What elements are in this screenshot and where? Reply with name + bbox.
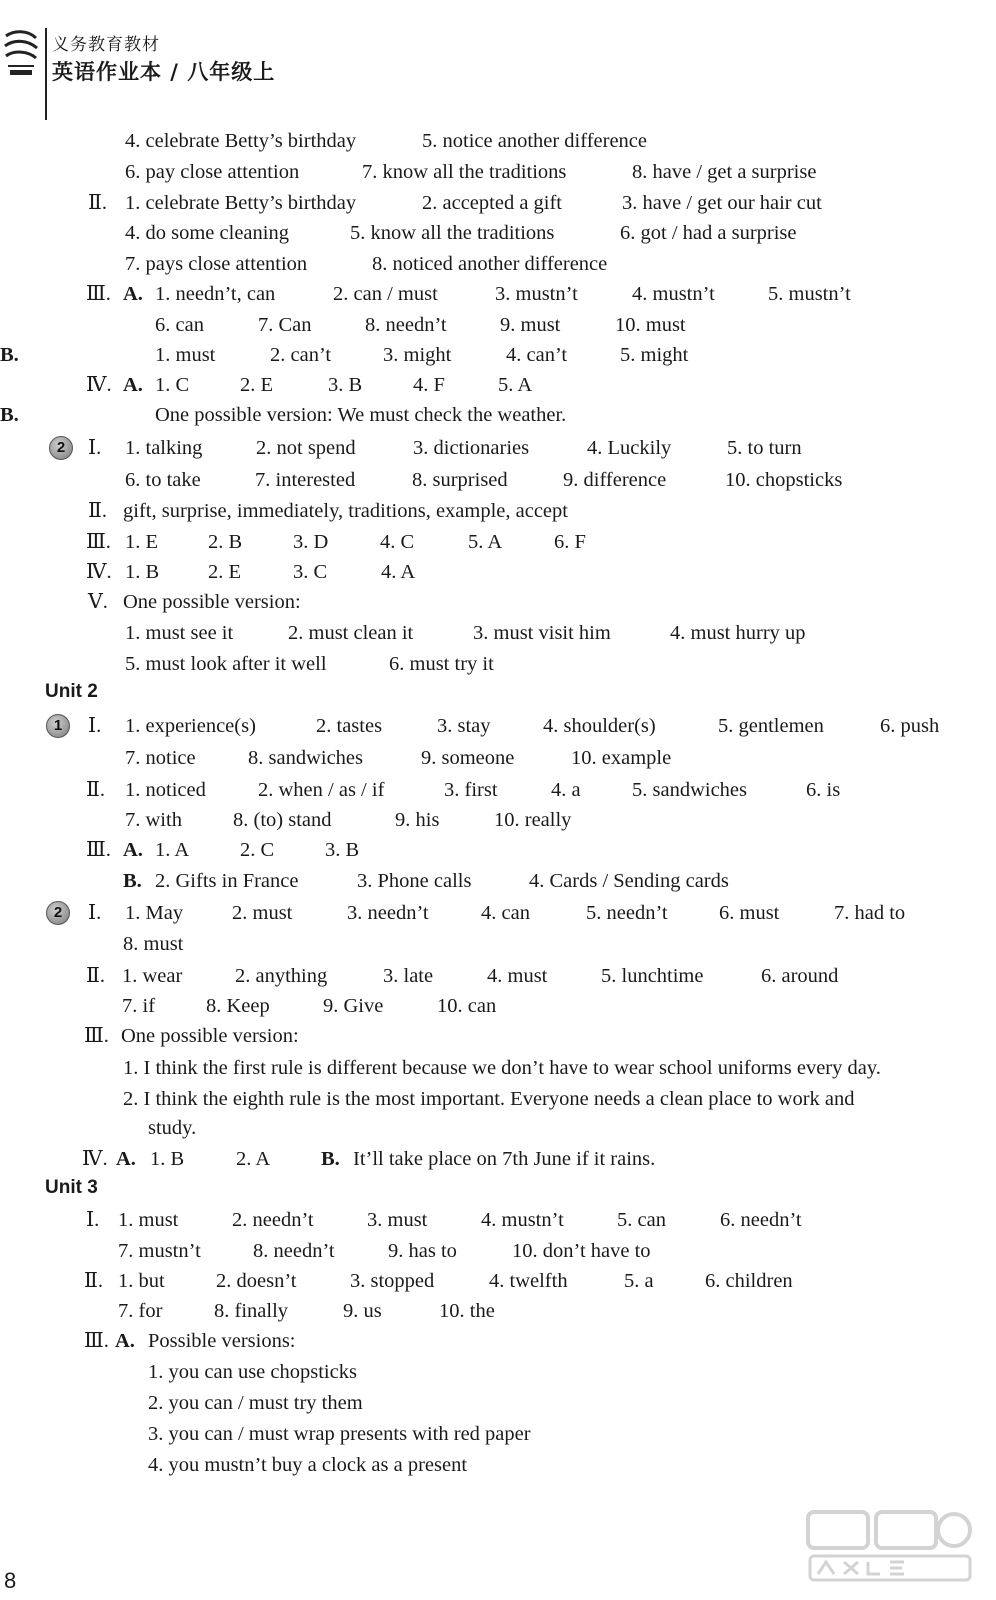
answer-item: 9. his xyxy=(395,809,440,831)
answer-item: 2. needn’t xyxy=(232,1209,314,1231)
exercise-part-label: A. xyxy=(123,283,143,305)
answer-item: 2. when / as / if xyxy=(258,779,385,801)
answer-item: 3. have / get our hair cut xyxy=(622,192,822,214)
answer-item: gift, surprise, immediately, traditions, example, accept xyxy=(123,500,568,522)
answer-item: 7. if xyxy=(122,995,156,1017)
answer-item: 2. A xyxy=(236,1148,271,1170)
answer-item: It’ll take place on 7th June if it rains. xyxy=(353,1148,656,1170)
exercise-roman-numeral: Ⅰ. xyxy=(88,715,102,737)
answer-item: 1. experience(s) xyxy=(125,715,256,737)
answer-item: 4. you mustn’t buy a clock as a present xyxy=(148,1454,468,1476)
answer-item: 4. twelfth xyxy=(489,1270,568,1292)
answer-item: 7. interested xyxy=(255,469,356,491)
answer-item: 8. Keep xyxy=(206,995,270,1017)
answer-item: 9. must xyxy=(500,314,561,336)
answer-item: 3. D xyxy=(293,531,329,553)
answer-item: 4. mustn’t xyxy=(632,283,715,305)
answer-item: 2. I think the eighth rule is the most important. Everyone needs a clean place to work and xyxy=(123,1088,855,1110)
answer-item: 3. stay xyxy=(437,715,491,737)
answer-item: 2. must xyxy=(232,902,293,924)
answer-item: 10. the xyxy=(439,1300,495,1322)
answer-item: study. xyxy=(148,1117,197,1139)
answer-item: 3. must xyxy=(367,1209,428,1231)
open-book-swoosh-icon xyxy=(2,26,40,82)
exercise-roman-numeral: Ⅰ. xyxy=(88,902,102,924)
answer-item: 1. must xyxy=(118,1209,179,1231)
answer-item: 6. is xyxy=(806,779,841,801)
answer-item: 5. A xyxy=(498,374,533,396)
exercise-part-label: A. xyxy=(123,839,143,861)
exercise-roman-numeral: Ⅳ. xyxy=(86,374,112,396)
answer-item: 6. must xyxy=(719,902,780,924)
answer-item: 6. needn’t xyxy=(720,1209,802,1231)
answer-item: 7. with xyxy=(125,809,182,831)
answer-item: 4. can xyxy=(481,902,530,924)
answer-item: 1. you can use chopsticks xyxy=(148,1361,357,1383)
answer-item: 6. can xyxy=(155,314,204,336)
answer-item: 1. B xyxy=(125,561,160,583)
exercise-roman-numeral: Ⅱ. xyxy=(88,500,108,522)
answer-item: 8. (to) stand xyxy=(233,809,332,831)
answer-item: 2. accepted a gift xyxy=(422,192,563,214)
answer-item: 4. must hurry up xyxy=(670,622,806,644)
answer-item: 10. chopsticks xyxy=(725,469,843,491)
answer-item: 10. don’t have to xyxy=(512,1240,651,1262)
answer-item: 6. got / had a surprise xyxy=(620,222,797,244)
exercise-part-label: A. xyxy=(123,374,143,396)
answer-item: 2. you can / must try them xyxy=(148,1392,363,1414)
answer-item: 2. E xyxy=(208,561,242,583)
exercise-roman-numeral: Ⅲ. xyxy=(84,1330,109,1352)
answer-item: One possible version: xyxy=(123,591,301,613)
answer-item: 7. pays close attention xyxy=(125,253,308,275)
section-number-badge: 2 xyxy=(49,436,73,460)
exercise-roman-numeral: Ⅳ. xyxy=(86,561,112,583)
answer-item: 4. C xyxy=(380,531,415,553)
answer-item: 9. Give xyxy=(323,995,384,1017)
answer-item: 6. to take xyxy=(125,469,201,491)
exercise-roman-numeral: Ⅴ. xyxy=(88,591,108,613)
answer-item: 6. push xyxy=(880,715,940,737)
answer-item: 3. B xyxy=(328,374,363,396)
answer-item: 9. difference xyxy=(563,469,667,491)
answer-item: 4. A xyxy=(381,561,416,583)
exercise-roman-numeral: Ⅰ. xyxy=(86,1209,100,1231)
answer-item: 1. B xyxy=(150,1148,185,1170)
answer-item: 2. B xyxy=(208,531,243,553)
answer-item: 5. lunchtime xyxy=(601,965,704,987)
answer-item: 7. know all the traditions xyxy=(362,161,567,183)
answer-item: 4. Cards / Sending cards xyxy=(529,870,729,892)
answer-item: 1. needn’t, can xyxy=(155,283,276,305)
answer-item: 2. anything xyxy=(235,965,328,987)
answer-item: 5. must look after it well xyxy=(125,653,327,675)
answer-item: 9. someone xyxy=(421,747,515,769)
exercise-roman-numeral: Ⅱ. xyxy=(84,1270,104,1292)
answer-item: One possible version: We must check the weather. xyxy=(155,404,567,426)
answer-item: 4. F xyxy=(413,374,445,396)
answer-item: 7. mustn’t xyxy=(118,1240,201,1262)
answer-item: 1. must see it xyxy=(125,622,234,644)
answer-item: 1. must xyxy=(155,344,216,366)
answer-item: 4. must xyxy=(487,965,548,987)
answer-item: 8. finally xyxy=(214,1300,289,1322)
exercise-roman-numeral: Ⅲ. xyxy=(84,1025,109,1047)
exercise-roman-numeral: Ⅱ. xyxy=(86,779,106,801)
section-number-badge: 2 xyxy=(46,901,70,925)
answer-item: 7. had to xyxy=(834,902,906,924)
answer-item: 2. E xyxy=(240,374,274,396)
answer-item: 1. wear xyxy=(122,965,183,987)
answer-item: 1. celebrate Betty’s birthday xyxy=(125,192,357,214)
answer-item: 5. A xyxy=(468,531,503,553)
answer-item: 2. can’t xyxy=(270,344,332,366)
exercise-roman-numeral: Ⅳ. xyxy=(82,1148,108,1170)
answer-item: 3. Phone calls xyxy=(357,870,472,892)
exercise-part-label: B. xyxy=(123,870,142,892)
answer-item: 1. but xyxy=(118,1270,165,1292)
answer-item: One possible version: xyxy=(121,1025,299,1047)
answer-item: 1. talking xyxy=(125,437,203,459)
exercise-roman-numeral: Ⅲ. xyxy=(86,839,111,861)
answer-item: 2. doesn’t xyxy=(216,1270,297,1292)
answer-item: 1. E xyxy=(125,531,159,553)
answer-item: 5. needn’t xyxy=(586,902,668,924)
exercise-part-label: A. xyxy=(115,1330,135,1352)
unit-heading: Unit 2 xyxy=(45,681,98,702)
answer-item: 5. sandwiches xyxy=(632,779,748,801)
answer-item: 5. a xyxy=(624,1270,654,1292)
exercise-roman-numeral: Ⅲ. xyxy=(86,531,111,553)
answer-item: 7. notice xyxy=(125,747,196,769)
answer-item: 2. C xyxy=(240,839,275,861)
answer-item: 5. to turn xyxy=(727,437,802,459)
answer-item: 10. example xyxy=(571,747,672,769)
answer-item: 10. can xyxy=(437,995,497,1017)
answer-item: 3. dictionaries xyxy=(413,437,530,459)
answer-item: 6. children xyxy=(705,1270,793,1292)
answer-item: 3. C xyxy=(293,561,328,583)
answer-item: 4. shoulder(s) xyxy=(543,715,656,737)
exercise-part-label: B. xyxy=(321,1148,340,1170)
answer-item: 8. must xyxy=(123,933,184,955)
answer-item: 3. might xyxy=(383,344,452,366)
answer-item: 5. gentlemen xyxy=(718,715,824,737)
answer-item: 2. must clean it xyxy=(288,622,414,644)
exercise-roman-numeral: Ⅱ. xyxy=(88,192,108,214)
answer-item: 4. celebrate Betty’s birthday xyxy=(125,130,357,152)
answer-item: 3. you can / must wrap presents with red paper xyxy=(148,1423,531,1445)
exercise-roman-numeral: Ⅱ. xyxy=(86,965,106,987)
page-header xyxy=(0,18,400,108)
answer-item: 2. tastes xyxy=(316,715,383,737)
answer-item: 3. must visit him xyxy=(473,622,611,644)
book-title: 英语作业本 / 八年级上 xyxy=(52,60,276,84)
answer-item: 8. needn’t xyxy=(253,1240,335,1262)
answer-item: 4. do some cleaning xyxy=(125,222,289,244)
answer-item: 2. Gifts in France xyxy=(155,870,299,892)
exercise-roman-numeral: Ⅲ. xyxy=(86,283,111,305)
exercise-roman-numeral: Ⅰ. xyxy=(88,437,102,459)
answer-item: 8. noticed another difference xyxy=(372,253,608,275)
answer-item: 3. B xyxy=(325,839,360,861)
answer-item: 8. have / get a surprise xyxy=(632,161,817,183)
answer-item: 5. notice another difference xyxy=(422,130,648,152)
answer-item: 5. can xyxy=(617,1209,666,1231)
answer-item: 7. for xyxy=(118,1300,163,1322)
answer-item: 6. pay close attention xyxy=(125,161,300,183)
answer-item: 6. must try it xyxy=(389,653,494,675)
answer-item: 5. mustn’t xyxy=(768,283,851,305)
answer-item: 1. C xyxy=(155,374,190,396)
answer-item: Possible versions: xyxy=(148,1330,296,1352)
answer-item: 1. A xyxy=(155,839,190,861)
answer-item: 1. I think the first rule is different because we don’t have to wear school uniforms every day. xyxy=(123,1057,881,1079)
answer-item: 4. mustn’t xyxy=(481,1209,564,1231)
answer-item: 6. around xyxy=(761,965,839,987)
answer-item: 9. us xyxy=(343,1300,382,1322)
header-divider xyxy=(45,28,47,120)
unit-heading: Unit 3 xyxy=(45,1177,98,1198)
exercise-part-label: B. xyxy=(0,344,19,366)
answer-item: 10. must xyxy=(615,314,686,336)
answer-item: 3. needn’t xyxy=(347,902,429,924)
answer-item: 4. can’t xyxy=(506,344,568,366)
answer-item: 4. Luckily xyxy=(587,437,672,459)
answer-site-watermark-icon xyxy=(804,1508,974,1586)
answer-item: 3. late xyxy=(383,965,434,987)
exercise-part-label: B. xyxy=(0,404,19,426)
answer-item: 10. really xyxy=(494,809,572,831)
answer-item: 3. stopped xyxy=(350,1270,435,1292)
answer-item: 1. noticed xyxy=(125,779,206,801)
section-number-badge: 1 xyxy=(46,714,70,738)
answer-item: 5. know all the traditions xyxy=(350,222,555,244)
answer-item: 8. needn’t xyxy=(365,314,447,336)
answer-item: 2. can / must xyxy=(333,283,438,305)
answer-item: 4. a xyxy=(551,779,581,801)
page-number: 8 xyxy=(4,1568,17,1593)
answer-item: 3. mustn’t xyxy=(495,283,578,305)
answer-item: 5. might xyxy=(620,344,689,366)
answer-item: 6. F xyxy=(554,531,586,553)
answer-item: 8. sandwiches xyxy=(248,747,364,769)
answer-item: 1. May xyxy=(125,902,184,924)
answer-item: 8. surprised xyxy=(412,469,508,491)
answer-item: 2. not spend xyxy=(256,437,356,459)
exercise-part-label: A. xyxy=(116,1148,136,1170)
answer-item: 3. first xyxy=(444,779,498,801)
answer-item: 9. has to xyxy=(388,1240,457,1262)
series-title: 义务教育教材 xyxy=(52,35,160,55)
answer-item: 7. Can xyxy=(258,314,312,336)
